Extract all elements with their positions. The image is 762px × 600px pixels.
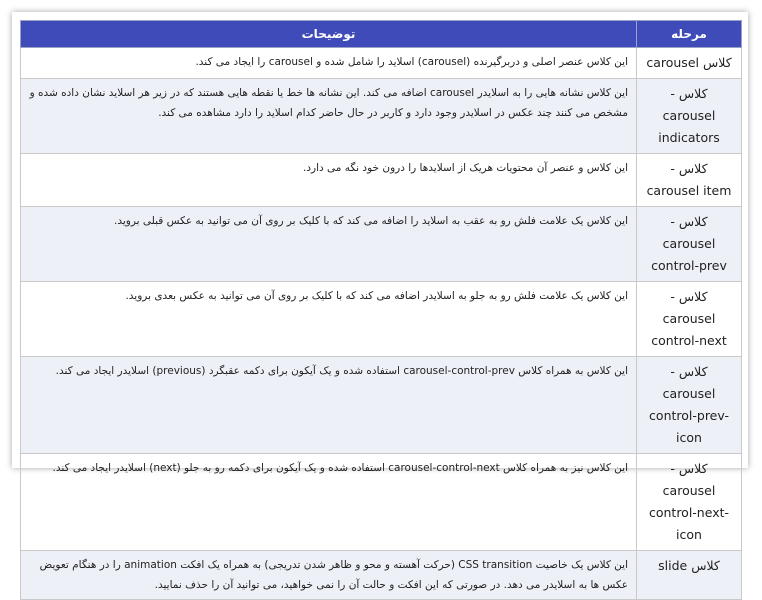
table-frame — [12, 12, 748, 591]
description-cell: این کلاس نیز به همراه کلاس carousel-control-next استفاده شده و یک آیکون برای دکمه رو به جلو (next) اسلایدر ایجاد می کند. — [21, 454, 637, 551]
description-cell: این کلاس یک خاصیت CSS transition (حرکت آهسته و محو و ظاهر شدن تدریجی) به همراه یک افکت animation را در هنگام تعویض عکس ها به اسلایدر می دهد. در صورتی که این افکت و حالت آن را نمی خواهید، می توانید آن را حذف نمایید. — [21, 551, 637, 600]
table-row — [21, 48, 742, 79]
stage-cell: کلاس slide — [637, 551, 742, 600]
description-cell: این کلاس یک علامت فلش رو به عقب به اسلاید را اضافه می کند که با کلیک بر روی آن می توانید به عکس قبلی بروید. — [21, 207, 637, 282]
description-cell: این کلاس عنصر اصلی و دربرگیرنده (carousel) اسلاید را شامل شده و carousel را ایجاد می کند. — [21, 48, 637, 79]
stage-cell: کلاس carousel — [637, 48, 742, 79]
table-row — [21, 551, 742, 600]
table-row — [21, 454, 742, 551]
header-description: توضیحات — [21, 21, 637, 48]
table-row — [21, 357, 742, 454]
header-stage: مرحله — [637, 21, 742, 48]
description-cell: این کلاس و عنصر آن محتویات هریک از اسلایدها را درون خود نگه می دارد. — [21, 154, 637, 207]
description-cell: این کلاس به همراه کلاس carousel-control-prev استفاده شده و یک آیکون برای دکمه عقبگرد (previous) اسلایدر ایجاد می کند. — [21, 357, 637, 454]
table-row — [21, 154, 742, 207]
table-row — [21, 282, 742, 357]
stage-cell: کلاس -carousel control-prev-icon — [637, 357, 742, 454]
stage-cell: کلاس -carousel item — [637, 154, 742, 207]
description-cell: این کلاس نشانه هایی را به اسلایدر carousel اضافه می کند. این نشانه ها خط یا نقطه هایی هستند که در زیر هر اسلاید نشان داده شده و مشخص می کنند چند عکس در اسلایدر وجود دارد و کاربر در حال حاضر کدام اسلاید را دارد مشاهده می کند. — [21, 79, 637, 154]
description-cell: این کلاس یک علامت فلش رو به جلو به اسلایدر اضافه می کند که با کلیک بر روی آن می توانید به عکس بعدی بروید. — [21, 282, 637, 357]
css-classes-table — [20, 20, 742, 600]
stage-cell: کلاس -carousel indicators — [637, 79, 742, 154]
stage-cell: کلاس -carousel control-next-icon — [637, 454, 742, 551]
table-row — [21, 207, 742, 282]
table-row — [21, 79, 742, 154]
stage-cell: کلاس -carousel control-prev — [637, 207, 742, 282]
table-header-row — [21, 21, 742, 48]
stage-cell: کلاس -carousel control-next — [637, 282, 742, 357]
